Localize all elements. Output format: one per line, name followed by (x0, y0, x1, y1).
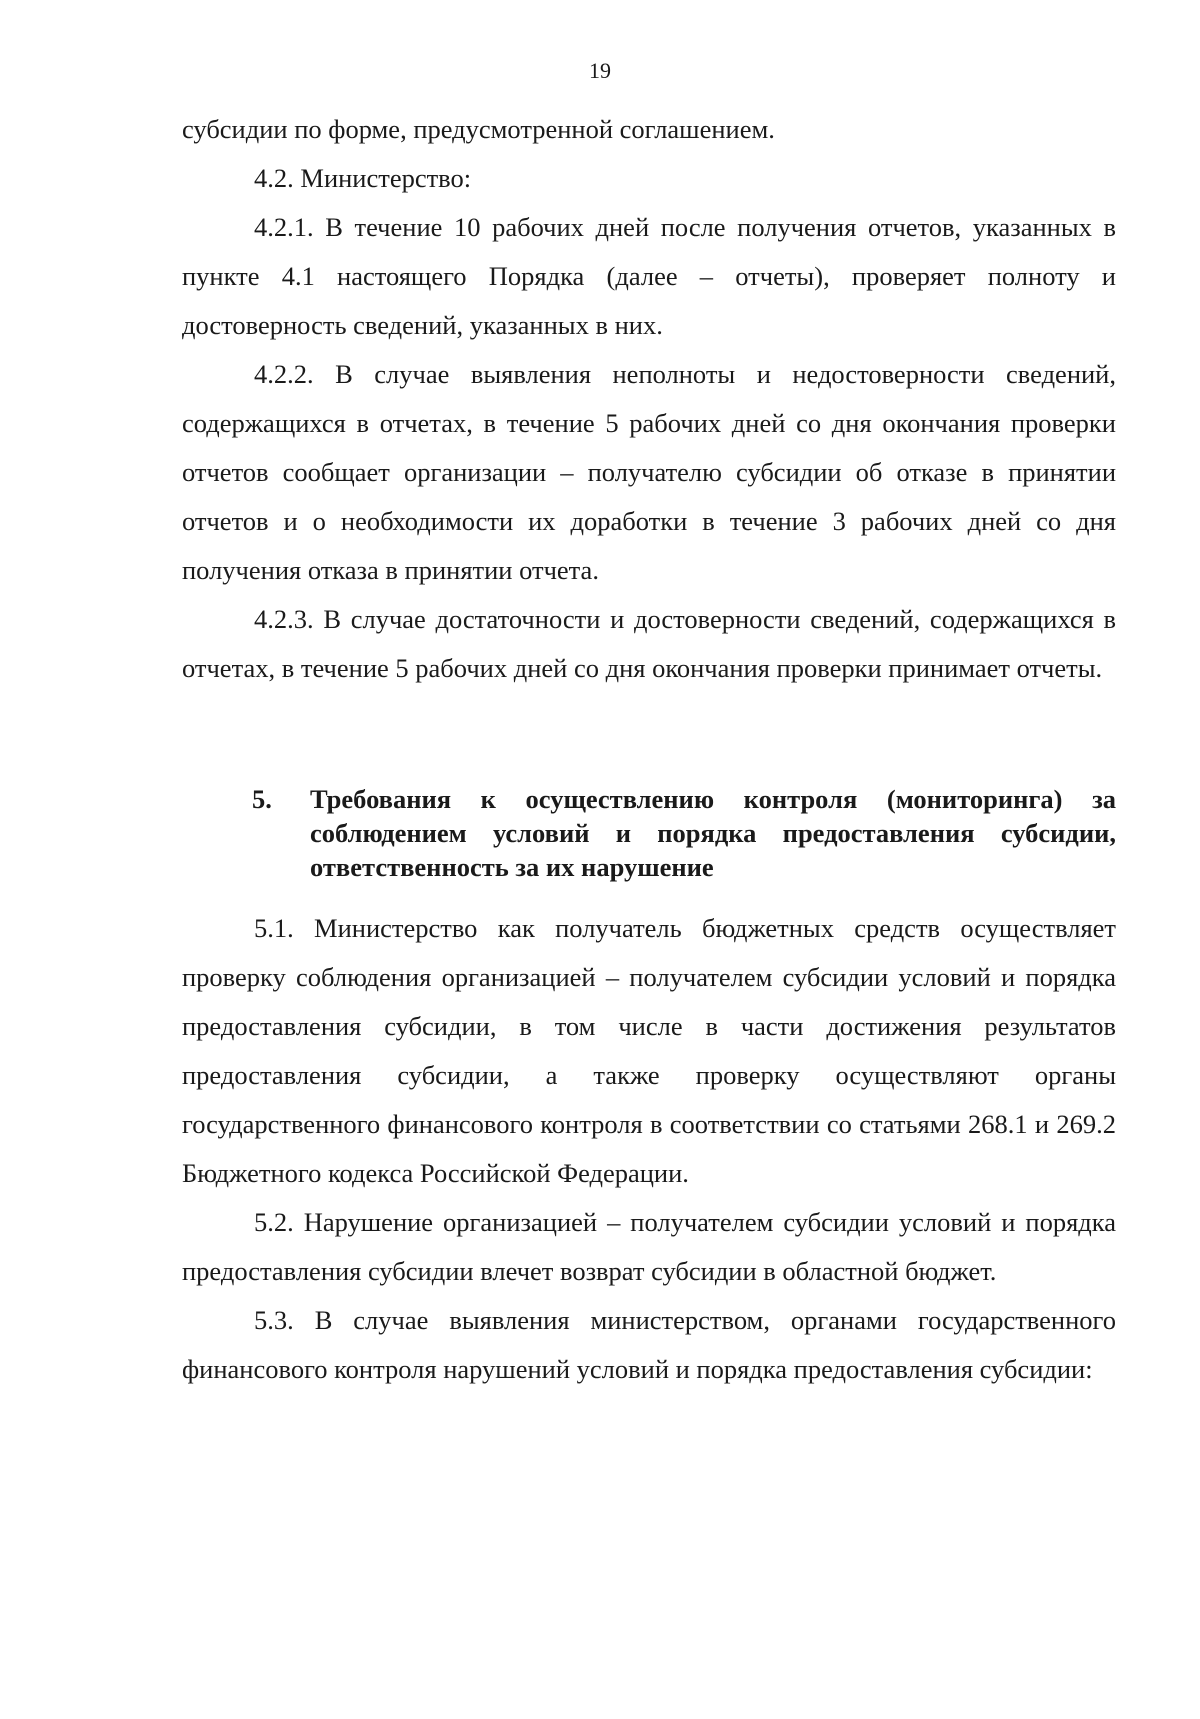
paragraph-4-2: 4.2. Министерство: (254, 163, 472, 193)
section-title: Требования к осуществлению контроля (мониторинга) за соблюдением условий и порядка предоставления субсидии, ответственность за их нарушение (310, 784, 1116, 882)
paragraph-5-2: 5.2. Нарушение организацией – получателем субсидии условий и порядка предоставления субсидии влечет возврат субсидии в областной бюджет. (182, 1207, 1116, 1286)
text-block-section-4 (182, 105, 1116, 693)
paragraph-5-3: 5.3. В случае выявления министерством, органами государственного финансового контроля нарушений условий и порядка предоставления субсидии: (182, 1305, 1116, 1384)
paragraph-4-2-3: 4.2.3. В случае достаточности и достоверности сведений, содержащихся в отчетах, в течение 5 рабочих дней со дня окончания проверки принимает отчеты. (182, 604, 1116, 683)
text-block-section-5 (182, 904, 1116, 1394)
section-heading (252, 782, 1116, 884)
paragraph-4-2-2: 4.2.2. В случае выявления неполноты и недостоверности сведений, содержащихся в отчетах, в течение 5 рабочих дней со дня окончания проверки отчетов сообщает организации – получателю субсидии об отказе в принятии отчетов и о необходимости их доработки в течение 3 рабочих дней со дня получения отказа в принятии отчета. (182, 359, 1116, 585)
section-number: 5. (252, 784, 272, 814)
paragraph-5-1: 5.1. Министерство как получатель бюджетных средств осуществляет проверку соблюдения организацией – получателем субсидии условий и порядка предоставления субсидии, в том числе в части достижения результатов предоставления субсидии, а также проверку осуществляют органы государственного финансового контроля в соответствии со статьями 268.1 и 269.2 Бюджетного кодекса Российской Федерации. (182, 913, 1116, 1188)
paragraph-continuation: субсидии по форме, предусмотренной соглашением. (182, 114, 775, 144)
page-number: 19 (589, 58, 611, 83)
paragraph-4-2-1: 4.2.1. В течение 10 рабочих дней после получения отчетов, указанных в пункте 4.1 настоящего Порядка (далее – отчеты), проверяет полноту и достоверность сведений, указанных в них. (182, 212, 1116, 340)
